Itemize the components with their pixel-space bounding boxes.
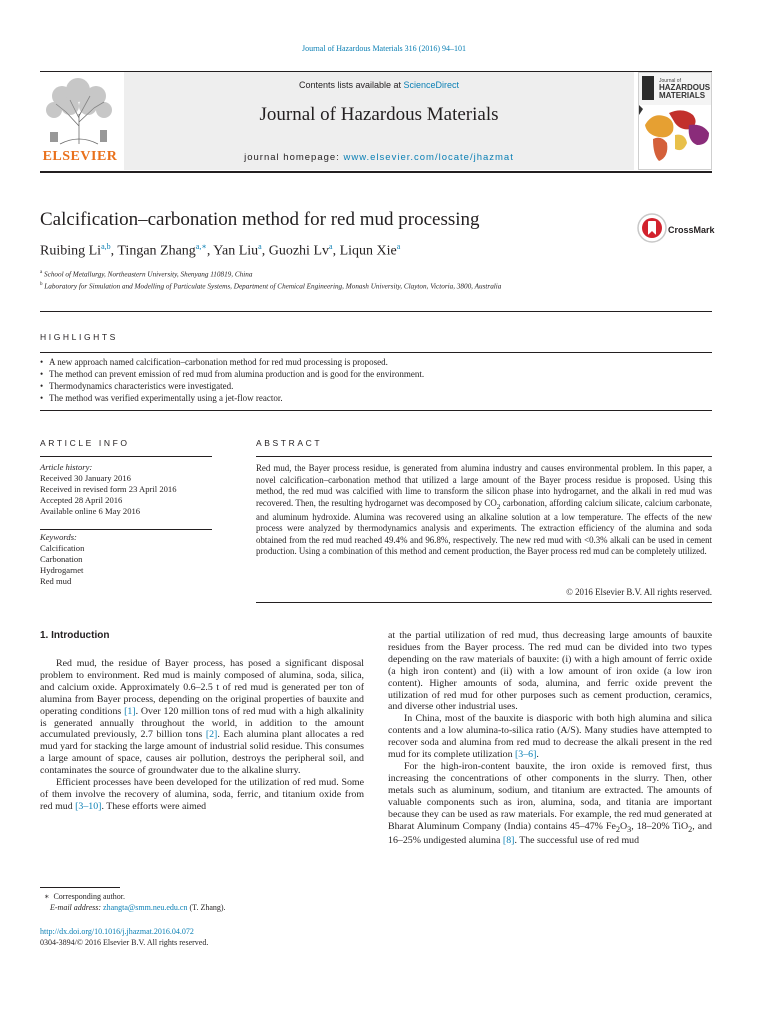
doi-link[interactable]: http://dx.doi.org/10.1016/j.jhazmat.2016.04.072: [40, 927, 194, 936]
paragraph: Efficient processes have been developed for the utilization of red mud. Some of them involve the recovery of alumina, soda, ferric, and titanium oxide from red mud [3–10]. These efforts were aimed: [40, 777, 364, 812]
author-name[interactable]: Guozhi Lv: [268, 243, 329, 259]
keywords-label: Keywords:: [40, 532, 77, 542]
highlights-heading: HIGHLIGHTS: [40, 332, 118, 342]
cover-title-line1: Journal of: [659, 78, 681, 84]
journal-citation[interactable]: Journal of Hazardous Materials 316 (2016) 94–101: [302, 44, 466, 53]
history-received: Received 30 January 2016: [40, 473, 131, 483]
footnote: [40, 892, 380, 913]
author-affil-marker[interactable]: a,b: [101, 242, 111, 251]
author-email-link[interactable]: zhangta@smm.neu.edu.cn: [103, 902, 188, 912]
sciencedirect-link[interactable]: ScienceDirect: [403, 80, 460, 90]
email-note: E-mail address: zhangta@smm.neu.edu.cn (T. Zhang).: [50, 902, 226, 912]
citation-ref[interactable]: [1]: [124, 705, 136, 717]
citation-ref[interactable]: [3–10]: [75, 800, 102, 812]
keyword[interactable]: Calcification: [40, 543, 85, 553]
affiliation-b: $^b$ Laboratory for Simulation and Modelling of Particulate Systems, Department of Chemical Engineering, Monash University, Clayton, Victoria, 3800, Australia: [40, 282, 502, 291]
journal-title: Journal of Hazardous Materials: [259, 104, 499, 125]
affiliation-a: $^a$ School of Metallurgy, Northeastern University, Shenyang 110819, China: [40, 270, 253, 279]
corresponding-author-note: ∗ Corresponding author.: [44, 892, 125, 901]
citation-ref[interactable]: [2]: [205, 729, 218, 741]
issn-copyright: 0304-3894/© 2016 Elsevier B.V. All rights reserved.: [40, 938, 209, 947]
author-name[interactable]: Tingan Zhang: [117, 243, 196, 259]
paragraph: at the partial utilization of red mud, thus decreasing large amounts of bauxite residues from the Bayer process. The red mud can be divided into two types depending on the raw materials of bauxite: (i) with a high amount of ferric oxide (a high iron content) and (ii) with a low amount of iron oxide (a low iron content). Higher amounts of soda, alumina, and ferric oxide prevent the utilization of red mud for other purposes such as cement production, ceramics, and diverse other industrial uses.: [388, 630, 712, 713]
author-name[interactable]: Yan Liu: [213, 243, 259, 259]
highlight-item: • The method was verified experimentally using a jet-flow reactor.: [40, 392, 712, 404]
cover-title-line2: HAZARDOUS: [659, 83, 711, 92]
highlights-rule-top: [40, 352, 712, 353]
highlight-item: • The method can prevent emission of red mud from alumina production and is good for the environment.: [40, 368, 712, 380]
crossmark-icon[interactable]: [637, 212, 667, 246]
highlights-list: [40, 356, 712, 404]
highlight-item: • A new approach named calcification–carbonation method for red mud processing is proposed.: [40, 356, 712, 368]
paragraph: In China, most of the bauxite is diasporic with both high alumina and silica contents and a low alumina-to-silica ratio (A/S). Many studies have attempted to recover soda and alumina from red mud to decrease the alkali present in the red mud for its complete utilization [3–6].: [388, 713, 712, 761]
abstract-body: Red mud, the Bayer process residue, is generated from alumina industry and causes environmental problem. In this paper, a novel calcification–carbonation method that utilized a large amount of the Bayer process residue is proposed. Using this method, the red mud was calcified with lime to transform the silicon phase into hydrogarnet, and the alkali in red mud was recovered. Then, the resulting hydrogarnet was decomposed by $CO_2$ carbonation, affording calcium silicate, calcium carbonate, and aluminum hydroxide. Alumina was recovered using an alkaline solution at a low temperature. The effects of the new process were analyzed by thermodynamics analysis and experiments. The extraction efficiency of the alumina and soda obtained from the red mud reached 49.4% and 96.8%, respectively. The new red mud with <0.3% alkali can be used in cement production. Using a combination of this method and cement production, the Bayer process red mud can be completely utilized.: [256, 463, 712, 557]
author-name[interactable]: Ruibing Li: [40, 243, 102, 259]
keyword[interactable]: Red mud: [40, 576, 72, 586]
keyword[interactable]: Hydrogarnet: [40, 565, 84, 575]
article-info-heading: ARTICLE INFO: [40, 438, 130, 448]
abstract-copyright: © 2016 Elsevier B.V. All rights reserved.: [566, 587, 712, 597]
article-history: [40, 462, 212, 517]
abstract-rule: [256, 456, 712, 457]
article-history-label: Article history:: [40, 462, 93, 472]
keywords-rule: [40, 529, 212, 530]
elsevier-wordmark: ELSEVIER: [42, 149, 118, 164]
history-revised: Received in revised form 23 April 2016: [40, 484, 177, 494]
history-accepted: Accepted 28 April 2016: [40, 495, 123, 505]
abstract-heading: ABSTRACT: [256, 438, 323, 448]
masthead-bottom-rule: [40, 171, 712, 173]
paragraph: For the high-iron-content bauxite, the iron oxide is removed first, thus increasing the concentrations of other components in the slurry. Then, other metals such as aluminum, sodium, and titanium are extracted. The amounts of valuable components such as iron, alumina, soda, and titania are important because they can be used as raw materials. For example, the red mud generated at Bharat Aluminum Company (India) contains 45–47% $Fe_2O_3$, 18–20% TiO$_2$, and 16–25% undigested alumina [8]. The successful use of red mud: [388, 760, 712, 847]
history-online: Available online 6 May 2016: [40, 506, 141, 516]
abstract-bottom-rule: [256, 602, 712, 603]
cover-title-line3: MATERIALS: [659, 91, 706, 100]
paragraph: Red mud, the residue of Bayer process, has posed a significant disposal problem to environment. Red mud is mainly composed of alumina, soda, silica, and calcium oxide. Approximately 0.6–2.5 t of red mud is generated per ton of alumina from Bayer process, depending on the original properties of bauxite and operating conditions [1]. Over 120 million tons of red mud with a high alkalinity is generated annually throughout the world, in addition to the amount accumulated previously, 2.7 billion tons [2]. Each alumina plant allocates a red mud yard for stacking the large amount of industrial solid residue. This consumes a large amount of space, causes air pollution, destroys the peripheral soil, and contaminates the source of groundwater due to the alkaline slurry.: [40, 658, 364, 777]
homepage-prefix: journal homepage:: [244, 152, 344, 163]
highlights-rule-bottom: [40, 410, 712, 411]
keywords-block: [40, 532, 212, 587]
author-affil-marker[interactable]: a: [329, 242, 333, 251]
author-list: Ruibing Li$^{a,b}$, Tingan Zhang$^{a,∗}$, Yan Liu$^a$, Guozhi Lv$^a$, Liqun Xie$^a$: [40, 242, 401, 259]
introduction-heading: 1. Introduction: [40, 630, 110, 641]
cover-publisher-mark: [642, 76, 654, 100]
doi-block: [40, 926, 208, 948]
keyword[interactable]: Carbonation: [40, 554, 83, 564]
title-block-rule: [40, 311, 712, 312]
article-title: Calcification–carbonation method for red mud processing: [40, 209, 480, 230]
crossmark-label[interactable]: CrossMark: [668, 225, 715, 235]
body-column-right: [388, 630, 712, 847]
contents-prefix: Contents lists available at: [298, 80, 404, 90]
highlight-item: • Thermodynamics characteristics were investigated.: [40, 380, 712, 392]
author-affil-marker[interactable]: a,∗: [195, 242, 207, 251]
author-affil-marker[interactable]: a: [258, 242, 262, 251]
journal-homepage: [124, 152, 634, 163]
article-info-rule: [40, 456, 212, 457]
top-rule: [40, 71, 712, 72]
author-affil-marker[interactable]: a: [396, 242, 401, 251]
contents-line: [124, 80, 634, 90]
author-name[interactable]: Liqun Xie: [339, 243, 397, 259]
footnote-rule: [40, 887, 120, 888]
citation-ref[interactable]: [8]: [502, 835, 515, 847]
journal-cover-thumbnail[interactable]: [638, 72, 712, 170]
homepage-link[interactable]: www.elsevier.com/locate/jhazmat: [343, 152, 514, 163]
body-column-left: [40, 658, 364, 813]
cover-artwork: [639, 105, 712, 170]
citation-ref[interactable]: [3–6]: [514, 749, 537, 761]
